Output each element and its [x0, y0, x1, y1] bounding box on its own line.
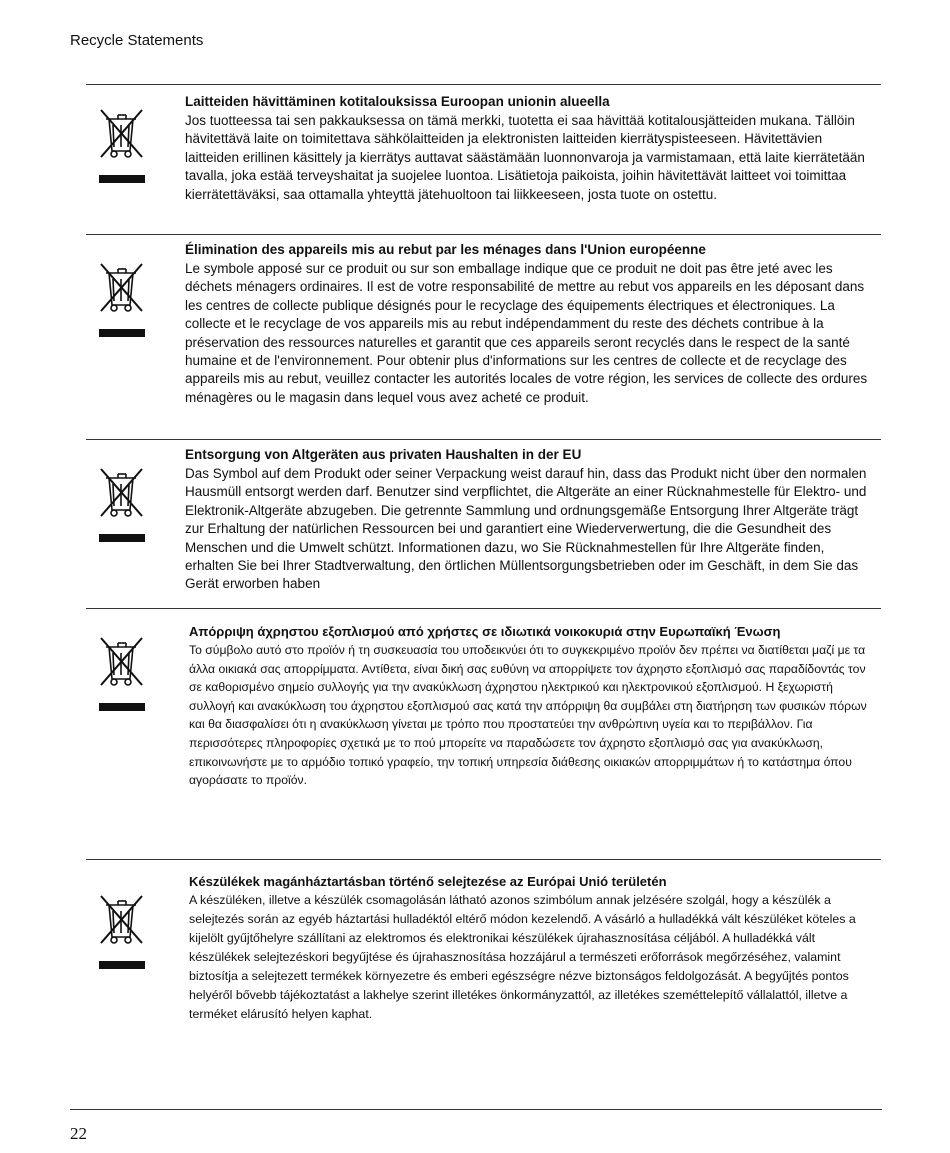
section-divider — [86, 84, 881, 85]
crossed-out-wheeled-bin-icon — [96, 105, 148, 185]
crossed-out-wheeled-bin-icon — [96, 633, 148, 713]
section-body: Jos tuotteessa tai sen pakkauksessa on tämä merkki, tuotetta ei saa hävittää kotitalousjätteiden mukana. Tällöin hävitettävä laite on toimitettava sähkölaitteiden ja elektronisten laitteiden kierrätyspisteeseen. Hävitettävien laitteiden erillinen käsittely ja kierrätys auttavat säästämään luonnonvaroja ja varmistamaan, että laite kierrätetään tavalla, joka estää terveyshaitat ja suojelee luontoa. Lisätietoja paikoista, joihin hävitettävät laitteet voi toimittaa kierrätettäväksi, saa ottamalla yhteyttä jätehuoltoon tai liikkeeseen, josta tuote on ostettu. — [185, 113, 865, 202]
crossed-out-wheeled-bin-icon — [96, 464, 148, 544]
recycle-section-french — [86, 241, 881, 437]
section-heading: Laitteiden hävittäminen kotitalouksissa Euroopan unionin alueella — [185, 94, 610, 109]
recycle-section-hungarian — [86, 873, 881, 1053]
footer-divider — [70, 1109, 882, 1110]
crossed-out-wheeled-bin-icon — [96, 891, 148, 971]
section-divider — [86, 234, 881, 235]
section-divider — [86, 439, 881, 440]
recycle-section-greek — [86, 623, 881, 853]
section-divider — [86, 859, 881, 860]
section-heading: Απόρριψη άχρηστου εξοπλισμού από χρήστες σε ιδιωτικά νοικοκυριά στην Ευρωπαϊκή Ένωση — [189, 624, 781, 639]
section-heading: Élimination des appareils mis au rebut par les ménages dans l'Union européenne — [185, 242, 706, 257]
crossed-out-wheeled-bin-icon — [96, 259, 148, 339]
section-body: A készüléken, illetve a készülék csomagolásán látható azonos szimbólum annak jelzésére szolgál, hogy a készülék a selejtezés során az egyéb háztartási hulladéktól eltérő módon kezelendő. A vásárló a hulladékká vált készüléket köteles a kijelölt gyűjtőhelyre szállítani az elektromos és elektronikai készülékek újrahasznosítása céljából. A hulladékká vált készülékek selejtezéskori begyűjtése és újrahasznosítása hozzájárul a természeti erőforrások megőrzéséhez, valamint biztosítja a selejtezett termékek környezetre és emberi egészségre nézve biztonságos feldolgozását. A begyűjtés pontos helyéről bővebb tájékoztatást a lakhelye szerint illetékes önkormányzattól, az illetékes szeméttelepítő vállalattól, illetve a terméket elárusító helyen kaphat. — [189, 893, 856, 1021]
recycle-section-german — [86, 446, 881, 604]
section-heading: Készülékek magánháztartásban történő selejtezése az Európai Unió területén — [189, 874, 667, 889]
section-divider — [86, 608, 881, 609]
recycle-section-finnish — [86, 93, 881, 233]
section-body: Le symbole apposé sur ce produit ou sur son emballage indique que ce produit ne doit pas être jeté avec les déchets ménagers ordinaires. Il est de votre responsabilité de mettre au rebut vos appareils en les déposant dans les centres de collecte publique désignés pour le recyclage des équipements électriques et électroniques. La collecte et le recyclage de vos appareils mis au rebut indépendamment du reste des déchets contribue à la préservation des ressources naturelles et garantit que ces appareils seront recyclés dans le respect de la santé humaine et de l'environnement. Pour obtenir plus d'informations sur les centres de collecte et de recyclage des appareils mis au rebut, veuillez contacter les autorités locales de votre région, les services de collecte des ordures ménagères ou le magasin dans lequel vous avez acheté ce produit. — [185, 261, 868, 405]
section-body: Das Symbol auf dem Produkt oder seiner Verpackung weist darauf hin, dass das Produkt nicht über den normalen Hausmüll entsorgt werden darf. Benutzer sind verpflichtet, die Altgeräte an einer Rücknahmestelle für Elektro- und Elektronik-Altgeräte abzugeben. Die getrennte Sammlung und ordnungsgemäße Entsorgung Ihrer Altgeräte trägt zur Erhaltung der natürlichen Ressourcen bei und garantiert eine Wiederverwertung, die die Gesundheit des Menschen und die Umwelt schützt. Informationen dazu, wo Sie Rücknahmestellen für Ihre Altgeräte finden, erhalten Sie bei Ihrer Stadtverwaltung, den örtlichen Müllentsorgungsbetrieben oder im Geschäft, in dem Sie das Gerät erworben haben — [185, 466, 867, 592]
page-header-title: Recycle Statements — [70, 32, 204, 49]
section-heading: Entsorgung von Altgeräten aus privaten Haushalten in der EU — [185, 447, 582, 462]
page-number: 22 — [70, 1124, 87, 1143]
section-body: Το σύμβολο αυτό στο προϊόν ή τη συσκευασία του υποδεικνύει ότι το συγκεκριμένο προϊόν δεν πρέπει να διατίθεται μαζί με τα άλλα οικιακά σας απορρίμματα. Αντίθετα, είναι δική σας ευθύνη να απορρίψετε τον άχρηστο εξοπλισμό σας παραδίδοντάς τον σε καθορισμένο σημείο συλλογής για την ανακύκλωση άχρηστου ηλεκτρικού και ηλεκτρονικού εξοπλισμού. Η ξεχωριστή συλλογή και ανακύκλωση του άχρηστου εξοπλισμού σας κατά την απόρριψη θα συμβάλει στη διατήρηση των φυσικών πόρων και θα διασφαλίσει ότι η ανακύκλωση γίνεται με τρόπο που προστατεύει την ανθρώπινη υγεία και το περιβάλλον. Για περισσότερες πληροφορίες σχετικά με το πού μπορείτε να παραδώσετε τον άχρηστο εξοπλισμό σας για ανακύκλωση, επικοινωνήστε με το αρμόδιο τοπικό γραφείο, την τοπική υπηρεσία διάθεσης οικιακών απορριμμάτων ή το κατάστημα όπου αγοράσατε το προϊόν. — [189, 643, 867, 788]
